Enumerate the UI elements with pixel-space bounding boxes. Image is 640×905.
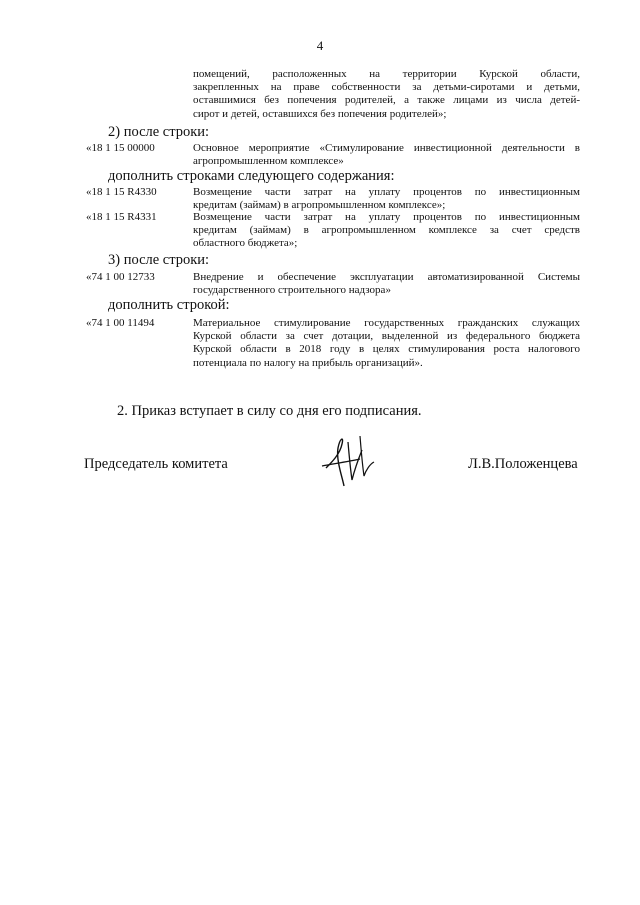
row-3-code: «18 1 15 R4331: [86, 211, 157, 223]
row-2-code: «18 1 15 R4330: [86, 186, 157, 198]
row-1-code: «18 1 15 00000: [86, 142, 155, 154]
signatory-title: Председатель комитета: [84, 456, 228, 472]
row-3-description: [193, 211, 580, 251]
handwritten-signature: [318, 432, 378, 490]
intro-line: закрепленных на праве собственности за детьми-сиротами и детьми,: [193, 81, 580, 94]
intro-line: оставшимися без попечения родителей, а также лицами из числа детей-: [193, 94, 580, 107]
add-row-heading: дополнить строкой:: [108, 297, 230, 313]
row-1-line: Основное мероприятие «Стимулирование инвестиционной деятельности в: [193, 142, 580, 154]
section-3-heading: 3) после строки:: [108, 252, 210, 268]
row-4-description: [193, 271, 580, 297]
row-1-description: [193, 142, 580, 168]
row-5-line: потенциала по налогу на прибыль организаций».: [193, 356, 423, 369]
row-4-code: «74 1 00 12733: [86, 271, 155, 283]
section-2-heading: 2) после строки:: [108, 124, 210, 140]
intro-paragraph: [193, 68, 580, 121]
intro-line: помещений, расположенных на территории Курской области,: [193, 68, 580, 80]
row-5-code: «74 1 00 11494: [86, 317, 155, 329]
row-5-line: Материальное стимулирование государственных гражданских служащих: [193, 317, 580, 329]
row-2-line: кредитам (займам) в агропромышленном комплексе»;: [193, 199, 446, 212]
signatory-name: Л.В.Положенцева: [468, 456, 578, 472]
row-3-line: областного бюджета»;: [193, 237, 298, 250]
row-5-line: Курской области в 2018 году в целях стимулирования роста налогового: [193, 343, 580, 356]
row-2-line: Возмещение части затрат на уплату процентов по инвестиционным: [193, 186, 580, 198]
row-5-description: [193, 317, 580, 370]
row-1-line: агропромышленном комплексе»: [193, 155, 344, 168]
row-4-line: Внедрение и обеспечение эксплуатации автоматизированной Системы: [193, 271, 580, 283]
intro-line: сирот и детей, оставшихся без попечения родителей»;: [193, 107, 447, 120]
row-5-line: Курской области за счет дотации, выделенной из федерального бюджета: [193, 330, 580, 343]
page-number: 4: [316, 38, 324, 53]
clause-2: 2. Приказ вступает в силу со дня его подписания.: [117, 403, 422, 419]
row-3-line: кредитам (займам) в агропромышленном комплексе за счет средств: [193, 224, 580, 237]
add-rows-heading: дополнить строками следующего содержания:: [108, 168, 395, 184]
row-3-line: Возмещение части затрат на уплату процентов по инвестиционным: [193, 211, 580, 223]
row-4-line: государственного строительного надзора»: [193, 284, 391, 297]
row-2-description: [193, 186, 580, 212]
